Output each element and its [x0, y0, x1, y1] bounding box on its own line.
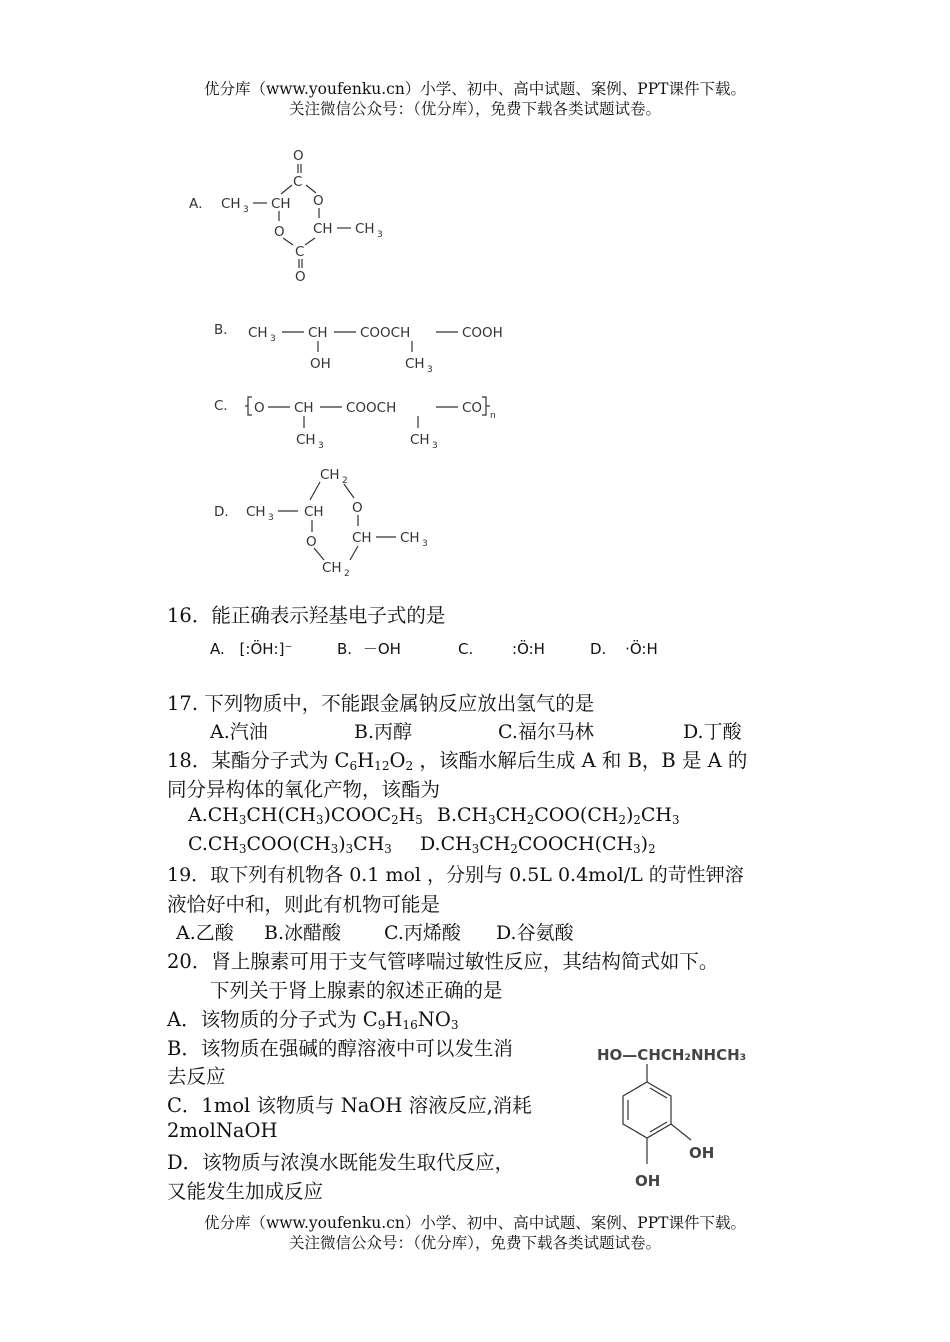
svg-text:2: 2 — [344, 569, 350, 579]
q19-option-c: C.丙烯酸 — [384, 922, 461, 944]
svg-text:O: O — [254, 400, 265, 416]
adrenaline-structure — [595, 1040, 795, 1200]
svg-text:O: O — [295, 269, 306, 285]
svg-text:CH: CH — [221, 196, 241, 212]
svg-text:CH: CH — [248, 325, 268, 341]
svg-text:3: 3 — [318, 441, 324, 451]
q15-option-c-structure — [210, 393, 530, 453]
svg-text:O: O — [293, 148, 304, 164]
svg-text:n: n — [490, 411, 496, 421]
q18-option-c: $C.CH_3COO(CH_3)_3CH_3$ — [188, 833, 392, 856]
q15-d-label: D． — [214, 504, 238, 520]
q20-option-d-line1: D．该物质与浓溴水既能发生取代反应， — [167, 1151, 515, 1174]
svg-text:CH: CH — [294, 400, 314, 416]
page-footer-line2: 关注微信公众号：（优分库），免费下载各类试题试卷。 — [288, 1234, 661, 1252]
svg-text:OH: OH — [689, 1144, 715, 1162]
q17-stem: 17. 下列物质中，不能跟金属钠反应放出氢气的是 — [167, 692, 595, 715]
q17-option-c: C.福尔马林 — [498, 721, 594, 743]
svg-text:3: 3 — [432, 441, 438, 451]
q17-option-d: D.丁酸 — [683, 721, 742, 743]
q20-option-b-line2: 去反应 — [167, 1065, 226, 1088]
svg-text:3: 3 — [377, 230, 383, 240]
svg-text:HO—CHCH₂NHCH₃: HO—CHCH₂NHCH₃ — [597, 1046, 747, 1064]
page-footer-line1: 优分库（www.youfenku.cn）小学、初中、高中试题、案例、PPT课件下载。 — [203, 1214, 747, 1232]
q18-stem-2: 同分异构体的氧化产物，该酯为 — [167, 778, 441, 801]
svg-text:3: 3 — [268, 513, 274, 523]
svg-text:CH: CH — [320, 467, 340, 483]
svg-text:CH: CH — [322, 560, 342, 576]
q20-stem-2: 下列关于肾上腺素的叙述正确的是 — [210, 979, 503, 1002]
page-header-line2: 关注微信公众号：（优分库），免费下载各类试题试卷。 — [288, 100, 661, 118]
svg-text:COOH: COOH — [462, 325, 503, 341]
svg-text:3: 3 — [270, 334, 276, 344]
svg-text:OH: OH — [635, 1172, 661, 1190]
svg-text:CH: CH — [308, 325, 328, 341]
q17-option-a: A.汽油 — [210, 721, 268, 743]
page-header-line1: 优分库（www.youfenku.cn）小学、初中、高中试题、案例、PPT课件下载。 — [203, 80, 747, 98]
svg-text:3: 3 — [422, 539, 428, 549]
svg-text:CO: CO — [462, 400, 483, 416]
svg-text:O: O — [313, 193, 324, 209]
svg-text:COOCH: COOCH — [346, 400, 397, 416]
q15-option-b-structure — [210, 318, 540, 378]
q18-option-b: $B.CH_3CH_2COO(CH_2)_2CH_3$ — [437, 804, 680, 827]
q19-option-a: A.乙酸 — [176, 922, 234, 944]
q20-option-c-line2: 2molNaOH — [167, 1119, 278, 1142]
q15-b-label: B． — [214, 322, 237, 338]
svg-text:3: 3 — [427, 365, 433, 375]
svg-text:2: 2 — [342, 476, 348, 486]
svg-text:CH: CH — [352, 530, 372, 546]
q16-option-b: B. －OH — [337, 640, 401, 658]
q16-option-c: C. :Ö:H — [458, 640, 545, 658]
q15-option-a-structure — [185, 145, 405, 290]
svg-text:OH: OH — [310, 356, 331, 372]
svg-text:O: O — [274, 224, 285, 240]
q15-option-d-structure — [212, 462, 452, 582]
q20-option-c-line1: C．1mol 该物质与 NaOH 溶液反应,消耗 — [167, 1094, 532, 1117]
q17-option-b: B.丙醇 — [354, 721, 413, 743]
q20-option-d-line2: 又能发生加成反应 — [167, 1180, 324, 1203]
q20-stem-1: 20．肾上腺素可用于支气管哮喘过敏性反应，其结构简式如下。 — [167, 950, 719, 973]
q19-stem-2: 液恰好中和，则此有机物可能是 — [167, 893, 441, 916]
svg-text:3: 3 — [243, 205, 249, 215]
q15-a-label: A． — [189, 196, 212, 212]
q16-stem: 16．能正确表示羟基电子式的是 — [167, 604, 446, 627]
svg-text:CH: CH — [410, 432, 430, 448]
svg-text:CH: CH — [271, 196, 291, 212]
q19-option-d: D.谷氨酸 — [496, 922, 574, 944]
svg-text:C: C — [293, 174, 303, 190]
svg-text:COOCH: COOCH — [360, 325, 411, 341]
svg-text:CH: CH — [400, 530, 420, 546]
svg-text:CH: CH — [405, 356, 425, 372]
q20-option-b-line1: B．该物质在强碱的醇溶液中可以发生消 — [167, 1037, 513, 1060]
svg-text:CH: CH — [296, 432, 316, 448]
q16-option-a: A. [:ÖH:]⁻ — [210, 640, 293, 658]
svg-text:CH: CH — [304, 504, 324, 520]
svg-text:CH: CH — [355, 221, 375, 237]
svg-text:CH: CH — [313, 221, 333, 237]
q19-option-b: B.冰醋酸 — [264, 922, 342, 944]
q18-option-a: $A.CH_3CH(CH_3)COOC_2H_5$ — [188, 804, 423, 827]
q18-stem: 18．某酯分子式为 $C_6H_{12}O_2$ ，该酯水解后生成 A 和 B，B 是 A 的 — [167, 749, 748, 774]
svg-text:C: C — [295, 244, 305, 260]
q19-stem-1: 19．取下列有机物各 0.1 mol ，分别与 0.5L 0.4mol/L 的苛性钾溶 — [167, 864, 744, 886]
svg-text:CH: CH — [246, 504, 266, 520]
q20-option-a: A．该物质的分子式为 $C_9H_{16}NO_3$ — [167, 1008, 459, 1033]
svg-text:O: O — [352, 500, 363, 516]
q15-c-label: C． — [214, 398, 237, 414]
svg-text:O: O — [306, 534, 317, 550]
q16-option-d: D. ·Ö:H — [590, 640, 658, 658]
q18-option-d: $D.CH_3CH_2COOCH(CH_3)_2$ — [420, 833, 656, 856]
